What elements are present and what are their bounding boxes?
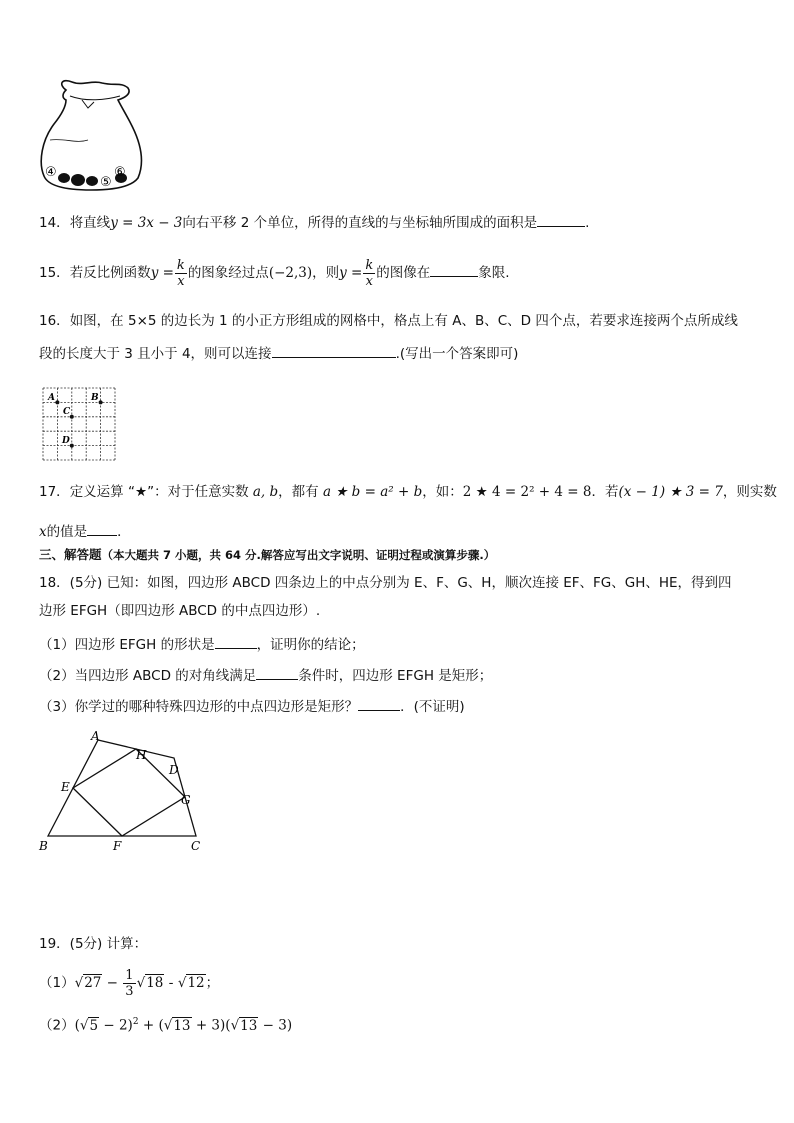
answer-blank: [272, 343, 396, 358]
answer-blank: [430, 262, 478, 277]
question-19-part1: （1）√27 − $\frac{1}{3}$ √18 - √12；: [39, 967, 220, 999]
vertex-b: B: [39, 839, 48, 853]
k-over-x: $\frac{k}{x}$: [176, 257, 185, 289]
question-16-line1: 16．如图，在 5×5 的边长为 1 的小正方形组成的网格中，格点上有 A、B、C、D 四个点，若要求连接两个点所成线: [39, 313, 738, 329]
vertex-a: A: [91, 729, 100, 743]
bag-figure: [36, 78, 146, 193]
sqrt-12: 12: [187, 975, 205, 991]
line-equation: y = 3x − 3: [110, 215, 183, 231]
bag-label-6: ⑥: [114, 165, 126, 180]
point-coord: (−2,3): [268, 265, 313, 281]
section-heading: 三、解答题（本大题共 7 小题，共 64 分.解答应写出文字说明、证明过程或演算步骤.）: [39, 547, 496, 562]
operation-example: 2 ★ 4 = 2² + 4 = 8: [462, 484, 592, 500]
question-18-part1: （1）四边形 EFGH 的形状是 ，证明你的结论；: [39, 634, 365, 655]
question-19-title: 19．(5分) 计算：: [39, 936, 148, 952]
fraction-one-third: $\frac{1}{3}$: [125, 967, 134, 999]
vertex-f: F: [113, 839, 122, 853]
sqrt-13: 13: [240, 1017, 258, 1034]
question-17-line1: 17．定义运算 “★”：对于任意实数 a, b，都有 a ★ b = a² + b，如：2 ★ 4 = 2² + 4 = 8．若(x − 1) ★ 3 = 7，则实数: [39, 484, 777, 500]
question-18-line2: 边形 EFGH（即四边形 ABCD 的中点四边形）.: [39, 603, 321, 619]
question-18-part2: （2）当四边形 ABCD 的对角线满足 条件时，四边形 EFGH 是矩形；: [39, 665, 492, 686]
answer-blank: [215, 634, 257, 649]
answer-blank: [87, 521, 117, 536]
question-17-line2: x的值是 ．: [39, 521, 131, 542]
question-18-line1: 18．(5分) 已知：如图，四边形 ABCD 四条边上的中点分别为 E、F、G、H，顺次连接 EF、FG、GH、HE，得到四: [39, 575, 732, 591]
question-14: 14．将直线y = 3x − 3向右平移 2 个单位，所得的直线的与坐标轴所围成的面积是 .: [39, 212, 589, 233]
sqrt-13: 13: [173, 1017, 191, 1034]
bag-label-4: ④: [45, 165, 57, 180]
question-15: 15．若反比例函数y = $\frac{k}{x}$ 的图象经过点(−2,3)，则y = $\frac{k}{x}$ 的图像在 象限.: [39, 257, 510, 289]
grid-point-c: C: [63, 407, 71, 417]
quadrilateral-figure: [36, 728, 216, 856]
grid-point-d: D: [62, 436, 70, 446]
operation-condition: (x − 1) ★ 3 = 7: [618, 484, 723, 500]
grid-point-b: B: [91, 393, 99, 403]
sqrt-27: 27: [84, 975, 102, 991]
sqrt-18: 18: [146, 975, 164, 991]
question-19-part2: $(2)(√5 - 2)^2 + (√13 + 3)(√13 - 3)$: [39, 1017, 293, 1034]
vertex-g: G: [181, 793, 191, 807]
vertex-d: D: [169, 763, 179, 777]
answer-blank: [358, 696, 400, 711]
answer-blank: [256, 665, 298, 680]
question-18-part3: （3）你学过的哪种特殊四边形的中点四边形是矩形？ ．(不证明): [39, 696, 465, 717]
sqrt-5: 5: [89, 1017, 99, 1034]
vertex-c: C: [191, 839, 201, 853]
answer-blank: [537, 212, 585, 227]
vertex-e: E: [61, 780, 70, 794]
bag-label-5: ⑤: [100, 175, 112, 190]
grid-figure: [41, 386, 119, 462]
question-16-line2: 段的长度大于 3 且小于 4，则可以连接 .(写出一个答案即可): [39, 343, 518, 364]
grid-point-a: A: [48, 393, 55, 403]
operation-definition: a ★ b = a² + b: [322, 484, 423, 500]
vertex-h: H: [136, 748, 147, 762]
k-over-x: $\frac{k}{x}$: [365, 257, 374, 289]
